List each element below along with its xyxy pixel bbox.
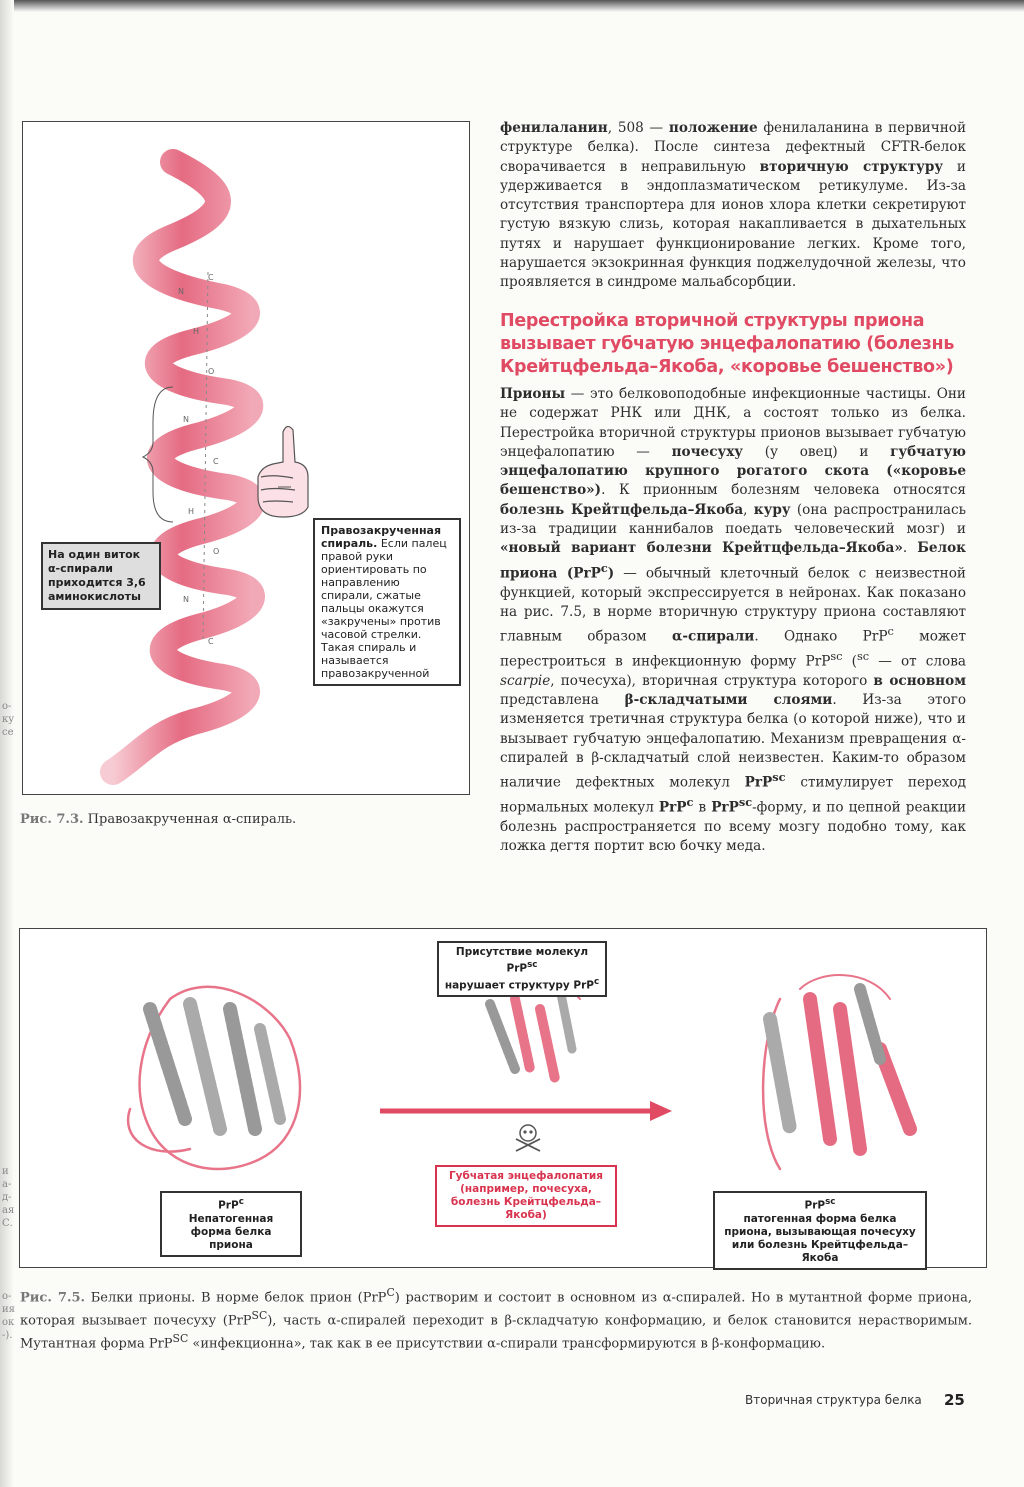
right-box-text: Если палец правой руки ориентировать по направлению спирали, сжатые пальцы окажутся «закручены» против часовой стрелки. Такая спираль и называется правозакрученной bbox=[321, 537, 447, 680]
page-number: 25 bbox=[944, 1391, 965, 1409]
prpc-label bbox=[160, 1191, 302, 1257]
superscript: sc bbox=[738, 795, 753, 810]
superscript: c bbox=[600, 560, 608, 575]
atom-label: N bbox=[183, 415, 189, 424]
caption-text: Белки прионы. В норме белок прион (PrP bbox=[85, 1290, 387, 1306]
text: фенилаланина в первичной структуре белка). После синтеза дефектный CFTR-белок сворачивается в неправильную bbox=[500, 120, 966, 175]
label-text: патогенная форма белка приона, вызывающая почесуху или болезнь Крейтцфельда–Якоба bbox=[724, 1212, 916, 1264]
caption-text: «инфекционна», так как в ее присутствии α-спирали трансформируются в β-конформацию. bbox=[188, 1335, 826, 1351]
caption-text: Правозакрученная α-спираль. bbox=[83, 812, 297, 827]
text-bold: положение bbox=[668, 120, 758, 136]
text: в bbox=[693, 799, 712, 816]
text: . bbox=[902, 540, 918, 557]
text: ( bbox=[842, 653, 857, 670]
superscript: sc bbox=[825, 1197, 836, 1207]
caption-label: Рис. 7.3. bbox=[20, 812, 84, 827]
text: -форму, и по цепной реакции болезнь распространяется по всему мозгу подобно тому, как ложка дегтя портит всю бочку меда. bbox=[500, 799, 967, 855]
page-top-shadow bbox=[0, 0, 1024, 12]
text-bold: β-складчатыми слоями bbox=[624, 692, 833, 709]
label-text: Непатогенная форма белка приона bbox=[188, 1212, 274, 1251]
superscript: c bbox=[238, 1197, 244, 1207]
superscript: C bbox=[386, 1286, 395, 1299]
text-bold: фенилаланин bbox=[500, 120, 608, 136]
figure-7-5-caption bbox=[20, 1284, 972, 1352]
text: . Из-за этого изменяется третичная структура белка (о которой ниже), что и вызывает губчатую энцефалопатию. Механизм превращения α-спиралей в β-складчатый слой неизвестен. Каким-то образом наличие дефектных молекул bbox=[500, 692, 967, 791]
superscript: SC bbox=[251, 1308, 268, 1322]
paragraph-prions bbox=[500, 385, 966, 856]
atom-label: C bbox=[213, 457, 219, 466]
label-text: нарушает структуру PrP bbox=[444, 979, 594, 991]
superscript: c bbox=[686, 795, 694, 810]
label-title: PrP bbox=[218, 1199, 239, 1212]
disease-label: Губчатая энцефалопатия (например, почесуха, болезнь Крейтцфельда–Якоба) bbox=[435, 1165, 617, 1227]
text: стимулирует переход нормальных молекул bbox=[500, 774, 966, 816]
margin-fragment: и а- д- ая С. bbox=[2, 1166, 15, 1229]
superscript: sc bbox=[856, 648, 870, 663]
atom-label: H bbox=[188, 507, 195, 516]
text: (у овец) и bbox=[743, 443, 891, 460]
atom-label: N bbox=[178, 287, 184, 296]
caption-label: Рис. 7.5. bbox=[20, 1290, 86, 1306]
text: и удерживается в эндоплазматическом ретикулуме. Из-за отсутствия транспортера для ионов хлора клетки секретируют густую вязкую слизь, которая накапливается в дыхательных путях и нарушает функционирование легких. Кроме того, нарушается экзокринная функция поджелудочной железы, что проявляется в синдроме мальабсорбции. bbox=[500, 158, 966, 291]
text: . К прионным болезням человека относятся bbox=[601, 482, 966, 499]
superscript: SC bbox=[172, 1331, 189, 1345]
superscript: sc bbox=[830, 648, 843, 663]
text: . Однако PrP bbox=[754, 628, 888, 645]
superscript: sc bbox=[772, 770, 786, 785]
caption-text: ), часть α-спиралей переходит в β-складчатую конформацию, и белок становится нерастворимым. Мутантная форма PrP bbox=[20, 1313, 972, 1351]
atom-label: C bbox=[208, 273, 214, 282]
alpha-helix-illustration bbox=[23, 122, 469, 794]
text-bold: PrP bbox=[711, 799, 739, 816]
skull-icon bbox=[516, 1125, 540, 1151]
superscript: c bbox=[593, 976, 600, 987]
prpsc-structure bbox=[763, 975, 910, 1169]
running-footer-title: Вторичная структура белка bbox=[745, 1393, 922, 1407]
figure-7-5 bbox=[19, 928, 987, 1268]
text: представлена bbox=[500, 692, 625, 709]
text-bold: Белок приона (PrP bbox=[500, 540, 966, 582]
text-bold: в основном bbox=[873, 672, 966, 689]
text: , bbox=[743, 501, 754, 518]
atom-label: N bbox=[183, 595, 189, 604]
prpc-structure bbox=[128, 987, 300, 1169]
label-title: PrP bbox=[804, 1199, 826, 1212]
text: — от слова bbox=[869, 653, 966, 670]
text: (она распространилась из-за традиции каннибалов поедать человеческий мозг) и bbox=[500, 501, 966, 538]
text: может перестроиться в инфекционную форму PrP bbox=[500, 628, 966, 670]
text-bold: PrP bbox=[744, 774, 773, 791]
section-heading: Перестройка вторичной структуры приона вызывает губчатую энцефалопатию (болезнь Крейтцфельда–Якоба, «коровье бешенство») bbox=[500, 311, 955, 377]
margin-fragment: о- ку се bbox=[2, 701, 15, 738]
text-bold: болезнь Крейтцфельда–Якоба bbox=[500, 501, 744, 518]
text-bold: PrP bbox=[658, 799, 687, 816]
label-text: Присутствие молекул PrP bbox=[455, 946, 589, 975]
paragraph-cftr bbox=[500, 119, 966, 293]
helix-turn-info-box: На один виток α-спирали приходится 3,6 аминокислоты bbox=[41, 542, 161, 610]
text-bold: вторичную структуру bbox=[759, 158, 944, 175]
atom-label: C bbox=[208, 637, 214, 646]
text-bold: Прионы bbox=[500, 386, 566, 402]
presence-label bbox=[437, 941, 607, 997]
text: — обычный клеточный белок с неизвестной функцией, который экспрессируется в нейронах. Как показано на рис. 7.5, в норме вторичную структуру приона составляют главным образом bbox=[500, 565, 966, 645]
prpsc-label bbox=[713, 1191, 927, 1270]
text-bold: почесуху bbox=[671, 443, 743, 460]
atom-label: O bbox=[208, 367, 215, 376]
text: , почесуха), вторичная структура которого bbox=[550, 672, 874, 689]
right-handed-info-box bbox=[313, 518, 461, 686]
atom-label: O bbox=[213, 547, 220, 556]
text-italic: scarpie bbox=[500, 672, 551, 689]
figure-7-3-caption bbox=[20, 812, 296, 827]
margin-fragment: о- ия ок -). bbox=[2, 1291, 15, 1341]
right-hand-icon bbox=[258, 426, 308, 517]
text-bold: α-спирали bbox=[671, 628, 755, 645]
atom-label: H bbox=[193, 327, 200, 336]
text: — это белковоподобные инфекционные частицы. Они не содержат РНК или ДНК, а состоят только из белка. Перестройка вторичной структуры прионов вызывает губчатую энцефалопатию — bbox=[500, 386, 966, 460]
text-bold: «новый вариант болезни Крейтцфельда–Якоба» bbox=[500, 540, 903, 557]
superscript: sc bbox=[527, 960, 538, 970]
figure-7-3 bbox=[22, 121, 470, 795]
helix-ribbon bbox=[113, 162, 252, 772]
caption-text: ) растворим и состоит в основном из α-спиралей. Но в мутантной форме приона, которая вызывает почесуху (PrP bbox=[20, 1290, 972, 1329]
page-left-edge bbox=[0, 0, 14, 1487]
text-bold: губчатую энцефалопатию крупного рогатого скота («коровье бешенство») bbox=[500, 443, 966, 499]
text-bold: ) bbox=[607, 565, 615, 582]
superscript: c bbox=[887, 624, 894, 639]
conversion-arrow bbox=[380, 1101, 672, 1121]
text: , 508 — bbox=[607, 120, 669, 136]
right-box-title: Правозакрученная спираль. bbox=[321, 524, 442, 550]
text-bold: куру bbox=[753, 501, 791, 518]
